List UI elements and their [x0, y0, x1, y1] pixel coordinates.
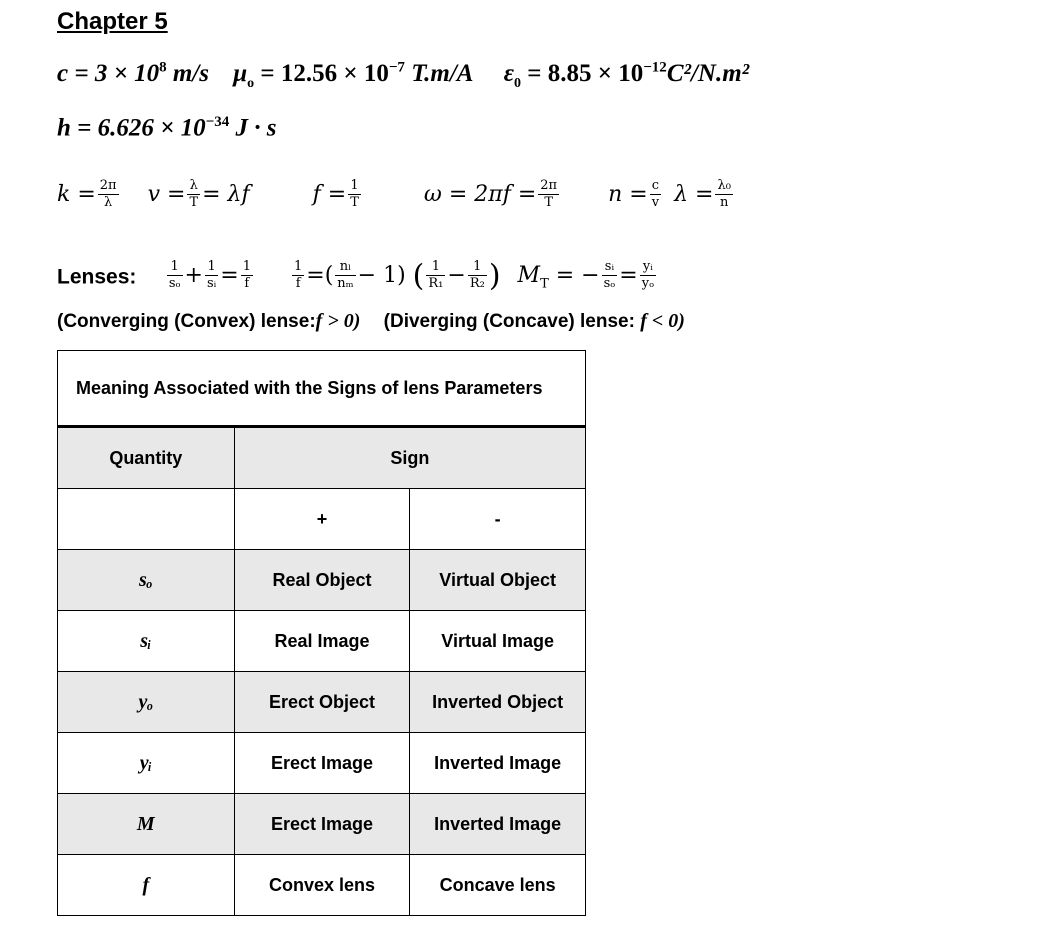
lenses-label: Lenses:	[57, 265, 137, 289]
magnification-equation: $M_T$ = − $\frac{\text{sᵢ}}{\text{sₒ}}$ = $\frac{\text{yᵢ}}{\text{yₒ}}$	[517, 259, 655, 291]
quantity-cell: sᵢ	[58, 611, 235, 672]
table-row	[58, 672, 586, 733]
table-caption-row	[58, 351, 586, 427]
lens-sign-table	[57, 350, 586, 916]
quantity-cell: M	[58, 794, 235, 855]
lensmaker-equation: $\frac{1}{f}$ =( $\frac{\text{nₗ}}{\text{nₘ}}$ − 1) ( $\frac{1}{\text{R₁}}$ − $\frac{1}{\text{R₂}}$ )	[293, 258, 501, 293]
lens-type-note: (Converging (Convex) lense:f > 0) (Diverging (Concave) lense: f < 0)	[57, 310, 685, 332]
positive-cell: Erect Object	[234, 672, 410, 733]
chapter-title: Chapter 5	[57, 8, 168, 35]
permittivity: $\varepsilon_0 = 8.85 \times 10^{-12}C^2/N.m^2$	[503, 60, 750, 92]
planck-constant: $h = 6.626 \times 10^{-34}$ J · s	[57, 114, 277, 142]
permeability: $\mu_o = 12.56 \times 10^{-7}$ T.m/A	[233, 60, 474, 92]
table-caption: Meaning Associated with the Signs of lens Parameters	[58, 351, 586, 427]
constants-line-1	[57, 60, 749, 92]
thin-lens-equation: $\frac{1}{\text{sₒ}}$ + $\frac{1}{\text{sᵢ}}$ = $\frac{1}{f}$	[168, 259, 251, 291]
positive-cell: Erect Image	[234, 733, 410, 794]
quantity-cell: sₒ	[58, 550, 235, 611]
quantity-cell: yₒ	[58, 672, 235, 733]
negative-cell: Virtual Object	[410, 550, 586, 611]
speed-of-light: $c = 3 \times 10^8$ m/s	[57, 60, 209, 88]
header-sign: Sign	[234, 427, 585, 489]
positive-cell: Convex lens	[234, 855, 410, 916]
negative-cell: Inverted Object	[410, 672, 586, 733]
lens-equations	[57, 258, 658, 293]
angular-frequency-formula: ω = 2πf = $\frac{2\pi}{T}$	[423, 178, 558, 210]
header-quantity: Quantity	[58, 427, 235, 489]
table-row	[58, 550, 586, 611]
sign-subheader-row	[58, 489, 586, 550]
header-minus: -	[410, 489, 586, 550]
velocity-formula: v = $\frac{\lambda}{T}$ = λf	[147, 178, 250, 210]
negative-cell: Concave lens	[410, 855, 586, 916]
positive-cell: Erect Image	[234, 794, 410, 855]
table-header-row	[58, 427, 586, 489]
wavenumber-formula: k = $\frac{2\pi}{\lambda}$	[57, 178, 117, 210]
positive-cell: Real Object	[234, 550, 410, 611]
quantity-cell: f	[58, 855, 235, 916]
table-row	[58, 855, 586, 916]
negative-cell: Inverted Image	[410, 733, 586, 794]
negative-cell: Virtual Image	[410, 611, 586, 672]
medium-wavelength-formula: λ = $\frac{\text{λ₀}}{n}$	[674, 178, 731, 210]
header-plus: +	[234, 489, 410, 550]
negative-cell: Inverted Image	[410, 794, 586, 855]
table-row	[58, 733, 586, 794]
positive-cell: Real Image	[234, 611, 410, 672]
empty-cell	[58, 489, 235, 550]
table-row	[58, 611, 586, 672]
wave-formulas	[57, 178, 735, 211]
refractive-index-formula: n = $\frac{c}{v}$	[608, 178, 660, 210]
table-row	[58, 794, 586, 855]
quantity-cell: yᵢ	[58, 733, 235, 794]
frequency-formula: f = $\frac{1}{T}$	[312, 178, 359, 210]
